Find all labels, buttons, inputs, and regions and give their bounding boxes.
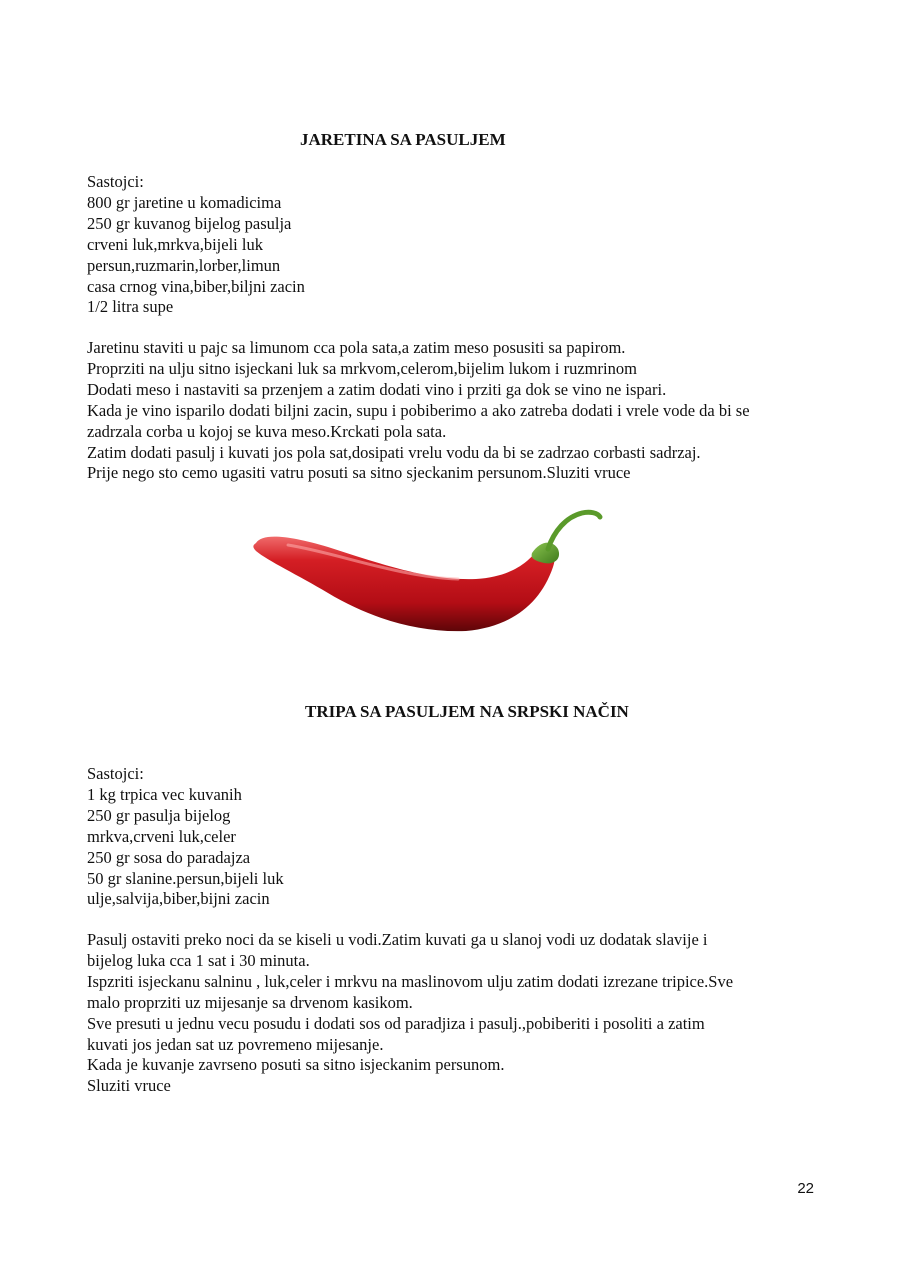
instruction-line: Pasulj ostaviti preko noci da se kiseli u vodi.Zatim kuvati ga u slanoj vodi uz dodatak slavije i	[87, 930, 708, 949]
ingredient-line: 250 gr sosa do paradajza	[87, 847, 251, 867]
ingredient-line: 800 gr jaretine u komadicima	[87, 192, 282, 212]
chili-pepper-icon	[248, 505, 608, 645]
ingredient-line: casa crnog vina,biber,biljni zacin	[87, 276, 305, 296]
instruction-line: malo proprziti uz mijesanje sa drvenom kasikom.	[87, 992, 413, 1012]
page-number: 22	[797, 1180, 814, 1197]
instruction-line: kuvati jos jedan sat uz povremeno mijesanje.	[87, 1034, 384, 1054]
ingredient-line: 1 kg trpica vec kuvanih	[87, 784, 242, 804]
ingredient-line: crveni luk,mrkva,bijeli luk	[87, 234, 263, 254]
ingredient-line: 50 gr slanine.persun,bijeli luk	[87, 868, 284, 888]
ingredient-line: persun,ruzmarin,lorber,limun	[87, 255, 281, 275]
ingredients-list	[87, 172, 305, 318]
instruction-line: Zatim dodati pasulj i kuvati jos pola sat,dosipati vrelu vodu da bi se zadrzao corbasti sadrzaj.	[87, 442, 701, 462]
instruction-line: Jaretinu staviti u pajc sa limunom cca pola sata,a zatim meso posusiti sa papirom.	[87, 338, 626, 357]
instruction-line: bijelog luka cca 1 sat i 30 minuta.	[87, 950, 310, 970]
ingredients-heading: Sastojci:	[87, 172, 144, 191]
instruction-line: Kada je kuvanje zavrseno posuti sa sitno isjeckanim persunom.	[87, 1055, 505, 1075]
instruction-line: Ispzriti isjeckanu salninu , luk,celer i mrkvu na maslinovom ulju zatim dodati izrezane tripice.Sve	[87, 971, 734, 991]
recipe-title: TRIPA SA PASULJEM NA SRPSKI NAČIN	[305, 702, 629, 721]
instruction-line: Sve presuti u jednu vecu posudu i dodati sos od paradjiza i pasulj.,pobiberiti i posoliti a zatim	[87, 1013, 705, 1033]
instruction-line: Proprziti na ulju sitno isjeckani luk sa mrkvom,celerom,bijelim lukom i ruzmrinom	[87, 358, 637, 378]
ingredients-heading: Sastojci:	[87, 764, 144, 783]
ingredient-line: 1/2 litra supe	[87, 297, 174, 317]
ingredient-line: 250 gr pasulja bijelog	[87, 805, 231, 825]
recipe-title: JARETINA SA PASULJEM	[300, 130, 506, 149]
ingredient-line: 250 gr kuvanog bijelog pasulja	[87, 213, 292, 233]
ingredient-line: ulje,salvija,biber,bijni zacin	[87, 889, 270, 909]
instruction-line: Dodati meso i nastaviti sa przenjem a zatim dodati vino i prziti ga dok se vino ne ispari.	[87, 379, 667, 399]
instructions	[87, 338, 750, 484]
ingredients-list	[87, 764, 284, 910]
instructions	[87, 930, 733, 1097]
ingredient-line: mrkva,crveni luk,celer	[87, 826, 236, 846]
instruction-line: zadrzala corba u kojoj se kuva meso.Krckati pola sata.	[87, 421, 447, 441]
instruction-line: Kada je vino isparilo dodati biljni zacin, supu i pobiberimo a ako zatreba dodati i vrele vode da bi se	[87, 400, 750, 420]
instruction-line: Prije nego sto cemo ugasiti vatru posuti sa sitno sjeckanim persunom.Sluziti vruce	[87, 463, 631, 483]
instruction-line: Sluziti vruce	[87, 1076, 171, 1096]
